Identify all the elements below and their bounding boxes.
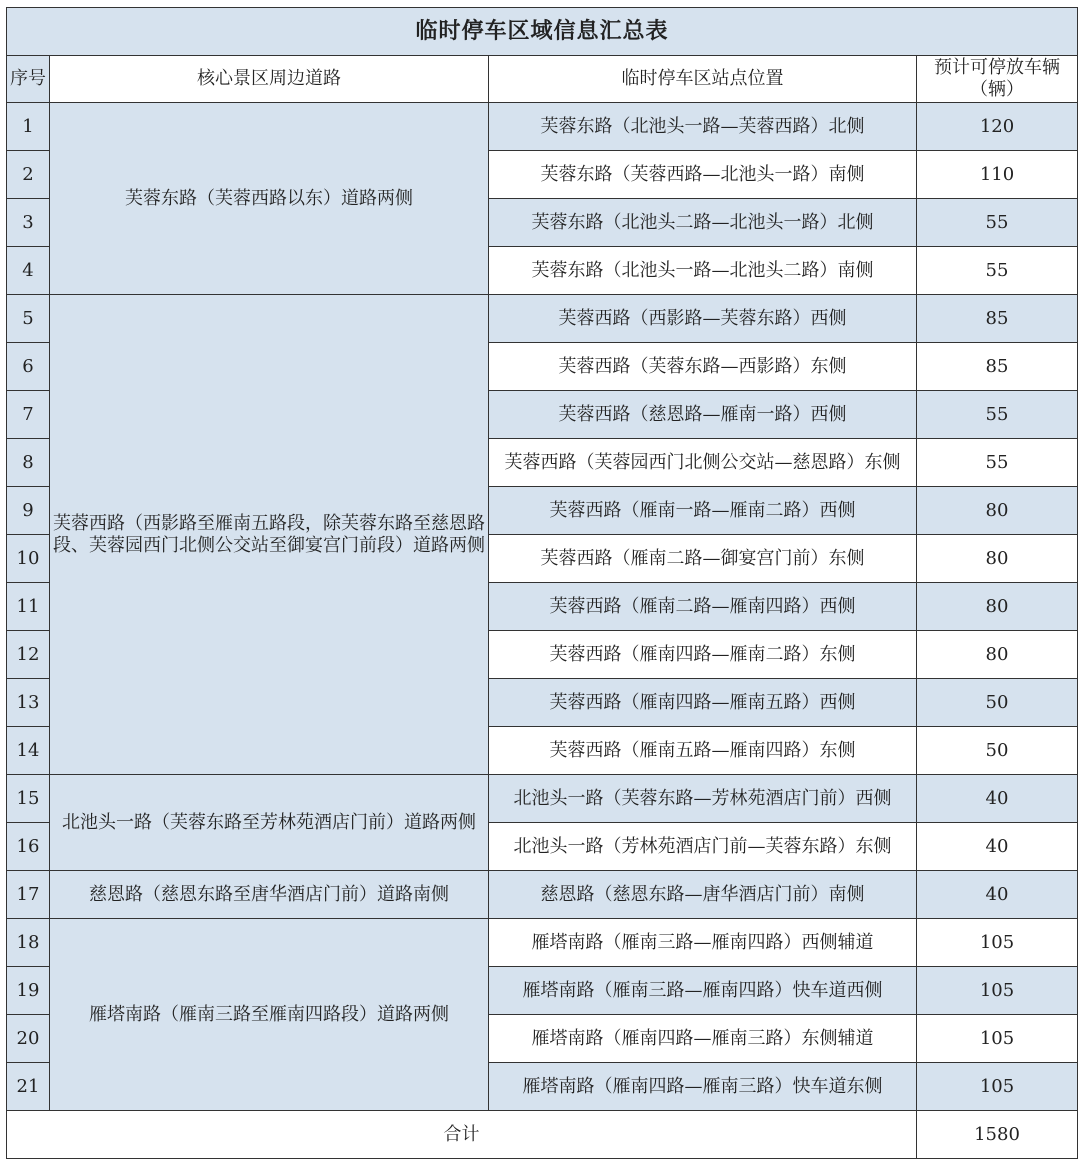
row-index: 9 — [7, 487, 50, 535]
location-cell: 芙蓉西路（芙蓉园西门北侧公交站—慈恩路）东侧 — [489, 439, 917, 487]
vehicle-count-cell: 80 — [917, 487, 1078, 535]
core-road-cell: 芙蓉西路（西影路至雁南五路段，除芙蓉东路至慈恩路段、芙蓉园西门北侧公交站至御宴宫门前段）道路两侧 — [50, 295, 489, 775]
vehicle-count-cell: 85 — [917, 295, 1078, 343]
row-index: 16 — [7, 823, 50, 871]
vehicle-count-cell: 80 — [917, 535, 1078, 583]
total-label: 合计 — [7, 1111, 917, 1159]
vehicle-count-cell: 105 — [917, 1015, 1078, 1063]
vehicle-count-cell: 55 — [917, 199, 1078, 247]
vehicle-count-cell: 105 — [917, 1063, 1078, 1111]
row-index: 3 — [7, 199, 50, 247]
header-index: 序号 — [7, 56, 50, 103]
row-index: 17 — [7, 871, 50, 919]
row-index: 13 — [7, 679, 50, 727]
row-index: 15 — [7, 775, 50, 823]
table-row — [7, 775, 1078, 823]
vehicle-count-cell: 120 — [917, 103, 1078, 151]
row-index: 2 — [7, 151, 50, 199]
location-cell: 雁塔南路（雁南四路—雁南三路）快车道东侧 — [489, 1063, 917, 1111]
location-cell: 雁塔南路（雁南三路—雁南四路）快车道西侧 — [489, 967, 917, 1015]
location-cell: 北池头一路（芙蓉东路—芳林苑酒店门前）西侧 — [489, 775, 917, 823]
vehicle-count-cell: 105 — [917, 967, 1078, 1015]
vehicle-count-cell: 80 — [917, 583, 1078, 631]
row-index: 11 — [7, 583, 50, 631]
location-cell: 雁塔南路（雁南四路—雁南三路）东侧辅道 — [489, 1015, 917, 1063]
location-cell: 芙蓉西路（西影路—芙蓉东路）西侧 — [489, 295, 917, 343]
row-index: 4 — [7, 247, 50, 295]
vehicle-count-cell: 55 — [917, 439, 1078, 487]
row-index: 12 — [7, 631, 50, 679]
core-road-cell: 芙蓉东路（芙蓉西路以东）道路两侧 — [50, 103, 489, 295]
table-title: 临时停车区域信息汇总表 — [7, 8, 1078, 56]
row-index: 10 — [7, 535, 50, 583]
location-cell: 芙蓉西路（雁南二路—御宴宫门前）东侧 — [489, 535, 917, 583]
location-cell: 雁塔南路（雁南三路—雁南四路）西侧辅道 — [489, 919, 917, 967]
row-index: 7 — [7, 391, 50, 439]
location-cell: 芙蓉东路（北池头一路—北池头二路）南侧 — [489, 247, 917, 295]
core-road-cell: 雁塔南路（雁南三路至雁南四路段）道路两侧 — [50, 919, 489, 1111]
location-cell: 芙蓉西路（雁南四路—雁南二路）东侧 — [489, 631, 917, 679]
total-value: 1580 — [917, 1111, 1078, 1159]
vehicle-count-cell: 55 — [917, 247, 1078, 295]
header-location: 临时停车区站点位置 — [489, 56, 917, 103]
vehicle-count-cell: 110 — [917, 151, 1078, 199]
parking-summary-table — [6, 7, 1078, 1159]
total-row — [7, 1111, 1078, 1159]
location-cell: 芙蓉西路（芙蓉东路—西影路）东侧 — [489, 343, 917, 391]
row-index: 1 — [7, 103, 50, 151]
location-cell: 芙蓉西路（慈恩路—雁南一路）西侧 — [489, 391, 917, 439]
vehicle-count-cell: 40 — [917, 823, 1078, 871]
row-index: 21 — [7, 1063, 50, 1111]
location-cell: 芙蓉东路（北池头一路—芙蓉西路）北侧 — [489, 103, 917, 151]
location-cell: 芙蓉东路（芙蓉西路—北池头一路）南侧 — [489, 151, 917, 199]
table-row — [7, 871, 1078, 919]
vehicle-count-cell: 40 — [917, 871, 1078, 919]
header-count: 预计可停放车辆（辆） — [917, 56, 1078, 103]
vehicle-count-cell: 55 — [917, 391, 1078, 439]
row-index: 8 — [7, 439, 50, 487]
vehicle-count-cell: 85 — [917, 343, 1078, 391]
location-cell: 芙蓉西路（雁南一路—雁南二路）西侧 — [489, 487, 917, 535]
row-index: 6 — [7, 343, 50, 391]
location-cell: 慈恩路（慈恩东路—唐华酒店门前）南侧 — [489, 871, 917, 919]
location-cell: 芙蓉东路（北池头二路—北池头一路）北侧 — [489, 199, 917, 247]
core-road-cell: 慈恩路（慈恩东路至唐华酒店门前）道路南侧 — [50, 871, 489, 919]
row-index: 20 — [7, 1015, 50, 1063]
location-cell: 北池头一路（芳林苑酒店门前—芙蓉东路）东侧 — [489, 823, 917, 871]
row-index: 18 — [7, 919, 50, 967]
location-cell: 芙蓉西路（雁南二路—雁南四路）西侧 — [489, 583, 917, 631]
vehicle-count-cell: 40 — [917, 775, 1078, 823]
header-road: 核心景区周边道路 — [50, 56, 489, 103]
core-road-cell: 北池头一路（芙蓉东路至芳林苑酒店门前）道路两侧 — [50, 775, 489, 871]
vehicle-count-cell: 80 — [917, 631, 1078, 679]
row-index: 19 — [7, 967, 50, 1015]
vehicle-count-cell: 105 — [917, 919, 1078, 967]
table-row — [7, 103, 1078, 151]
table-row — [7, 919, 1078, 967]
location-cell: 芙蓉西路（雁南五路—雁南四路）东侧 — [489, 727, 917, 775]
row-index: 5 — [7, 295, 50, 343]
table-row — [7, 295, 1078, 343]
row-index: 14 — [7, 727, 50, 775]
vehicle-count-cell: 50 — [917, 679, 1078, 727]
location-cell: 芙蓉西路（雁南四路—雁南五路）西侧 — [489, 679, 917, 727]
vehicle-count-cell: 50 — [917, 727, 1078, 775]
